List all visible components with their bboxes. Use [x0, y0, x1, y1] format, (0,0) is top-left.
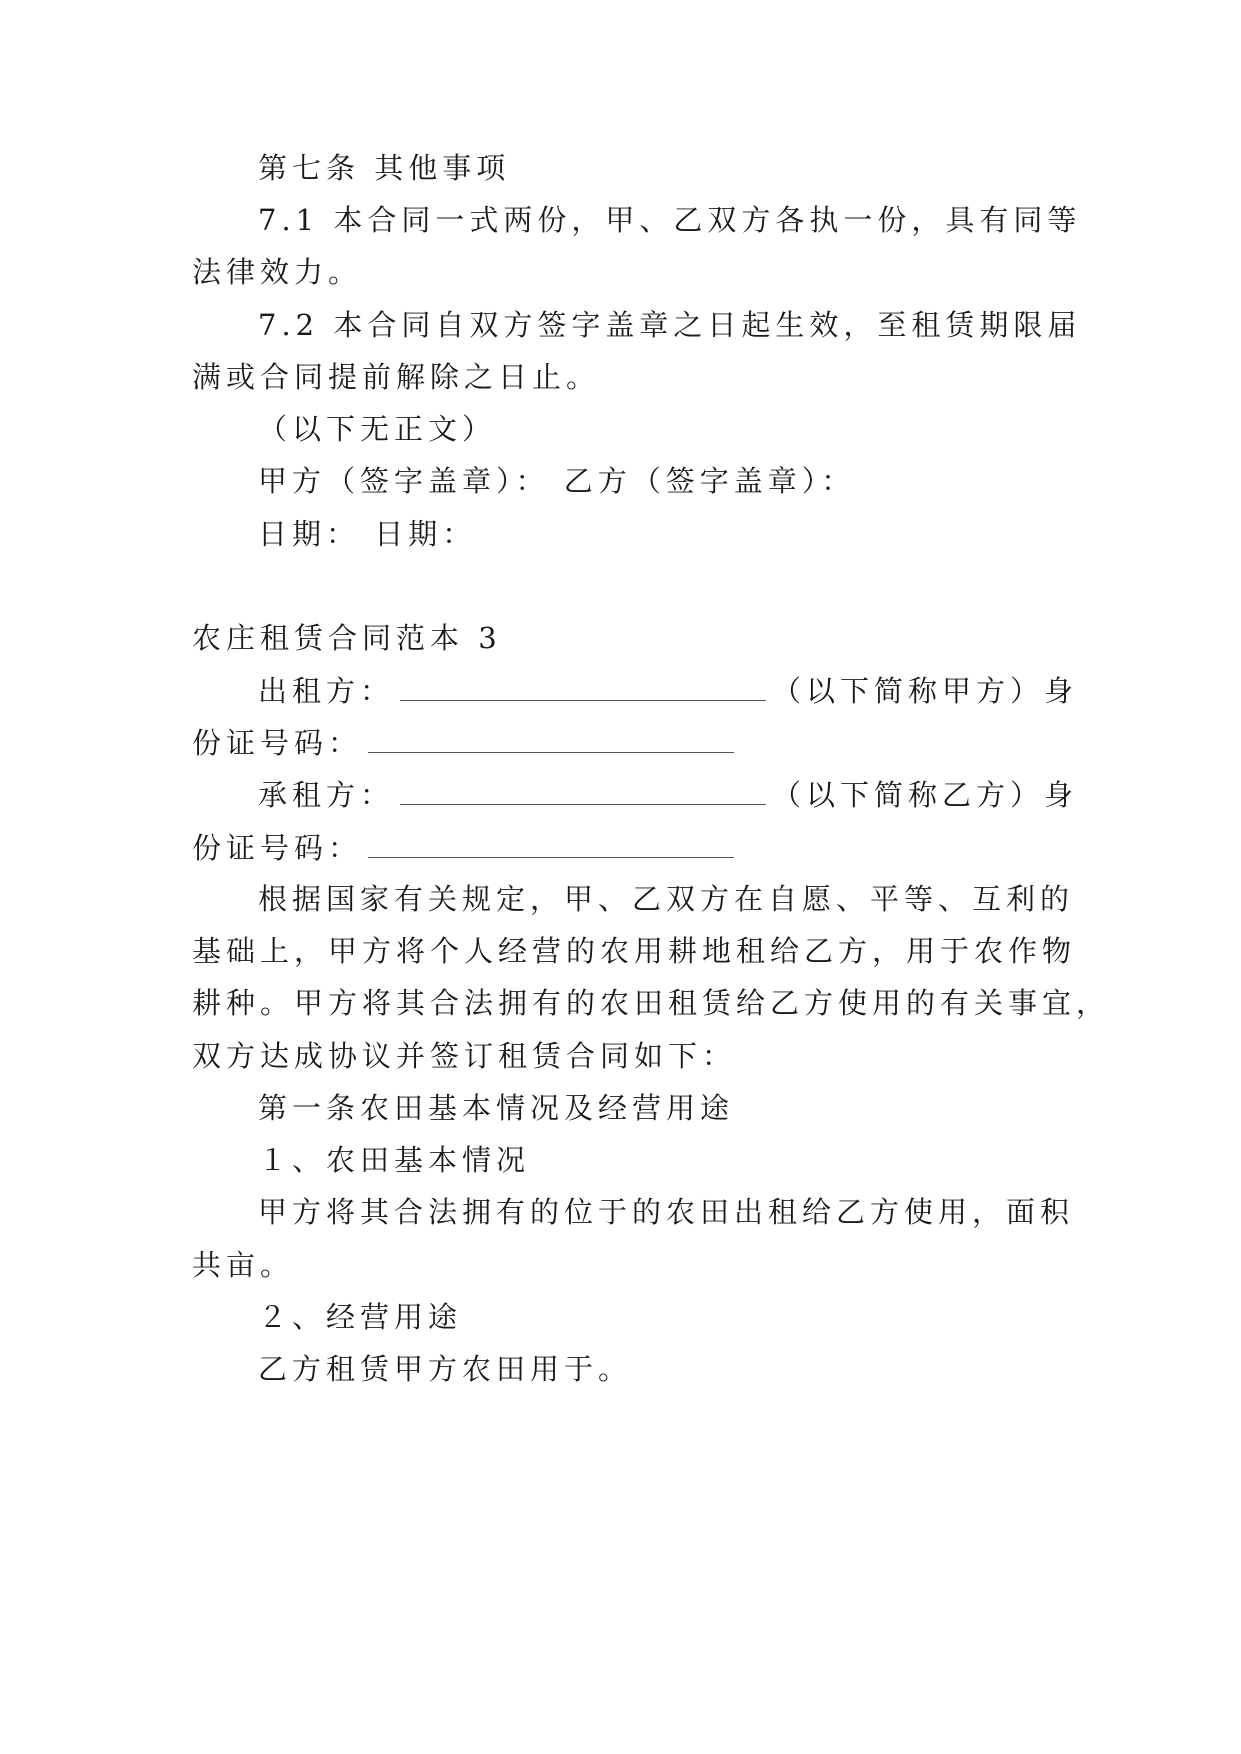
lessee-row	[258, 774, 1079, 815]
item-2-line-1: 乙方租赁甲方农田用于。	[258, 1352, 633, 1386]
item-1-line-2: 共亩。	[192, 1248, 295, 1282]
lessee-id-blank[interactable]	[368, 827, 734, 858]
lessor-label: 出租方：	[258, 674, 395, 708]
clause-7-1-line-1: 7.1 本合同一式两份，甲、乙双方各执一份，具有同等	[258, 203, 1082, 237]
no-more-text-note: （以下无正文）	[258, 412, 497, 446]
lessor-suffix: （以下简称甲方）身	[772, 674, 1079, 708]
article-7-heading: 第七条 其他事项	[258, 151, 511, 185]
preamble-line-2: 基础上，甲方将个人经营的农用耕地租给乙方，用于农作物	[192, 934, 1077, 968]
template-3-title: 农庄租赁合同范本 3	[192, 621, 502, 655]
clause-7-2-line-1: 7.2 本合同自双方签字盖章之日起生效，至租赁期限届	[258, 308, 1082, 342]
clause-7-1-line-2: 法律效力。	[192, 255, 363, 289]
lessee-id-row	[192, 827, 1062, 868]
lessee-label: 承租方：	[258, 778, 395, 812]
lessor-id-row	[192, 722, 1062, 763]
preamble-line-4: 双方达成协议并签订租赁合同如下：	[192, 1039, 737, 1073]
lessor-name-blank[interactable]	[400, 670, 766, 701]
lessee-name-blank[interactable]	[400, 774, 766, 805]
article-1-heading: 第一条农田基本情况及经营用途	[258, 1091, 735, 1125]
clause-7-2-line-2: 满或合同提前解除之日止。	[192, 360, 601, 394]
lessor-id-label: 份证号码：	[192, 726, 363, 760]
lessee-id-label: 份证号码：	[192, 831, 363, 865]
signature-line: 甲方（签字盖章）： 乙方（签字盖章）：	[258, 464, 856, 498]
preamble-line-1: 根据国家有关规定，甲、乙双方在自愿、平等、互利的	[258, 882, 1075, 916]
item-1-heading: １、农田基本情况	[258, 1143, 531, 1177]
lessor-id-blank[interactable]	[368, 722, 734, 753]
lessee-suffix: （以下简称乙方）身	[772, 778, 1079, 812]
date-line: 日期： 日期：	[258, 517, 477, 551]
item-1-line-1: 甲方将其合法拥有的位于的农田出租给乙方使用，面积	[258, 1195, 1075, 1229]
preamble-line-3: 耕种。甲方将其合法拥有的农田租赁给乙方使用的有关事宜，	[192, 986, 1111, 1020]
item-2-heading: ２、经营用途	[258, 1300, 463, 1334]
lessor-row	[258, 670, 1079, 711]
